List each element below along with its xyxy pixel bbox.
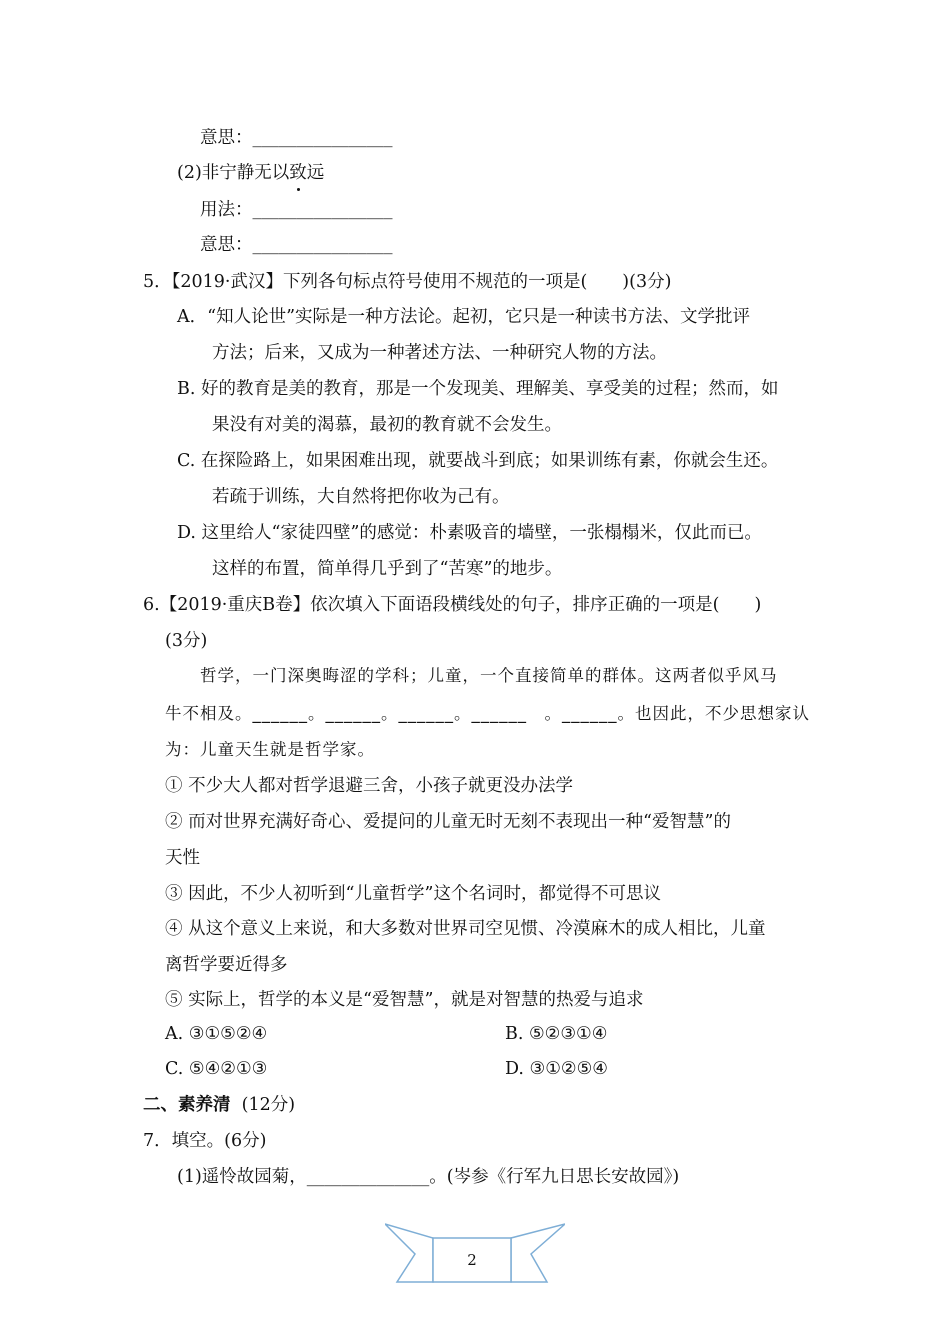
q7-item-1: (1)遥怜故园菊，______________。(岑参《行军九日思长安故园》)	[177, 1167, 680, 1187]
q5-option-b-line2: 果没有对美的渴慕，最初的教育就不会发生。	[212, 415, 562, 435]
q5-option-a-line2: 方法；后来，又成为一种著述方法、一种研究人物的方法。	[212, 343, 667, 363]
q6-choice-b: B. ⑤②③①④	[505, 1024, 608, 1044]
q6-passage-line3: 为：儿童天生就是哲学家。	[165, 740, 375, 759]
q6-stem-line2: (3分)	[165, 631, 208, 651]
q5-option-b-line1: B. 好的教育是美的教育，那是一个发现美、理解美、享受美的过程；然而，如	[177, 379, 779, 399]
q6-sentence-2-cont: 天性	[165, 848, 200, 868]
q4-meaning-2: 意思：________________	[200, 235, 393, 255]
q4-item-2-end: 远	[306, 163, 325, 183]
q6-passage-line1: 哲学，一门深奥晦涩的学科；儿童，一个直接简单的群体。这两者似乎风马	[200, 666, 778, 685]
q6-sentence-1: ① 不少大人都对哲学退避三舍，小孩子就更没办法学	[165, 776, 574, 796]
q5-option-c-line2: 若疏于训练，大自然将把你收为己有。	[212, 487, 510, 507]
q6-sentence-2: ② 而对世界充满好奇心、爱提问的儿童无时无刻不表现出一种“爱智慧”的	[165, 812, 731, 832]
q6-sentence-3: ③ 因此，不少人初听到“儿童哲学”这个名词时，都觉得不可思议	[165, 884, 661, 904]
q4-item-2-emphasized-char: 致	[289, 163, 307, 183]
q6-passage-line2: 牛不相及。______。______。______。______ 。______。也因此，不少思想家认	[165, 704, 810, 723]
q4-item-2-text: (2)非宁静无以	[177, 163, 290, 183]
q5-stem: 5．【2019·武汉】下列各句标点符号使用不规范的一项是( )(3分)	[143, 272, 672, 292]
q5-option-a-line1: A．“知人论世”实际是一种方法论。起初，它只是一种读书方法、文学批评	[177, 307, 751, 327]
q5-option-d-line2: 这样的布置，简单得几乎到了“苦寒”的地步。	[212, 559, 563, 579]
page-number: 2	[467, 1251, 477, 1269]
q6-choice-a: A. ③①⑤②④	[165, 1024, 268, 1044]
q4-meaning-1: 意思：________________	[200, 128, 393, 148]
q7-stem: 7．填空。(6分)	[143, 1131, 267, 1151]
q4-item-2	[177, 161, 324, 185]
q6-choice-c: C. ⑤④②①③	[165, 1059, 268, 1079]
q6-sentence-5: ⑤ 实际上，哲学的本义是“爱智慧”，就是对智慧的热爱与追求	[165, 990, 644, 1010]
section-2-title: 二、素养清	[143, 1095, 231, 1115]
q6-sentence-4: ④ 从这个意义上来说，和大多数对世界司空见惯、冷漠麻木的成人相比，儿童	[165, 919, 766, 939]
q6-stem-line1: 6.【2019·重庆B卷】依次填入下面语段横线处的句子，排序正确的一项是( )	[143, 595, 762, 615]
q6-choice-d: D. ③①②⑤④	[505, 1059, 608, 1079]
q5-option-d-line1: D. 这里给人“家徒四壁”的感觉：朴素吸音的墙壁，一张榻榻米，仅此而已。	[177, 523, 762, 543]
section-2-score: (12分)	[241, 1095, 296, 1115]
q5-option-c-line1: C. 在探险路上，如果困难出现，就要战斗到底；如果训练有素，你就会生还。	[177, 451, 779, 471]
q6-sentence-4-cont: 离哲学要近得多	[165, 955, 288, 975]
q4-usage-2: 用法：________________	[200, 200, 393, 220]
section-2-heading	[143, 1093, 295, 1117]
